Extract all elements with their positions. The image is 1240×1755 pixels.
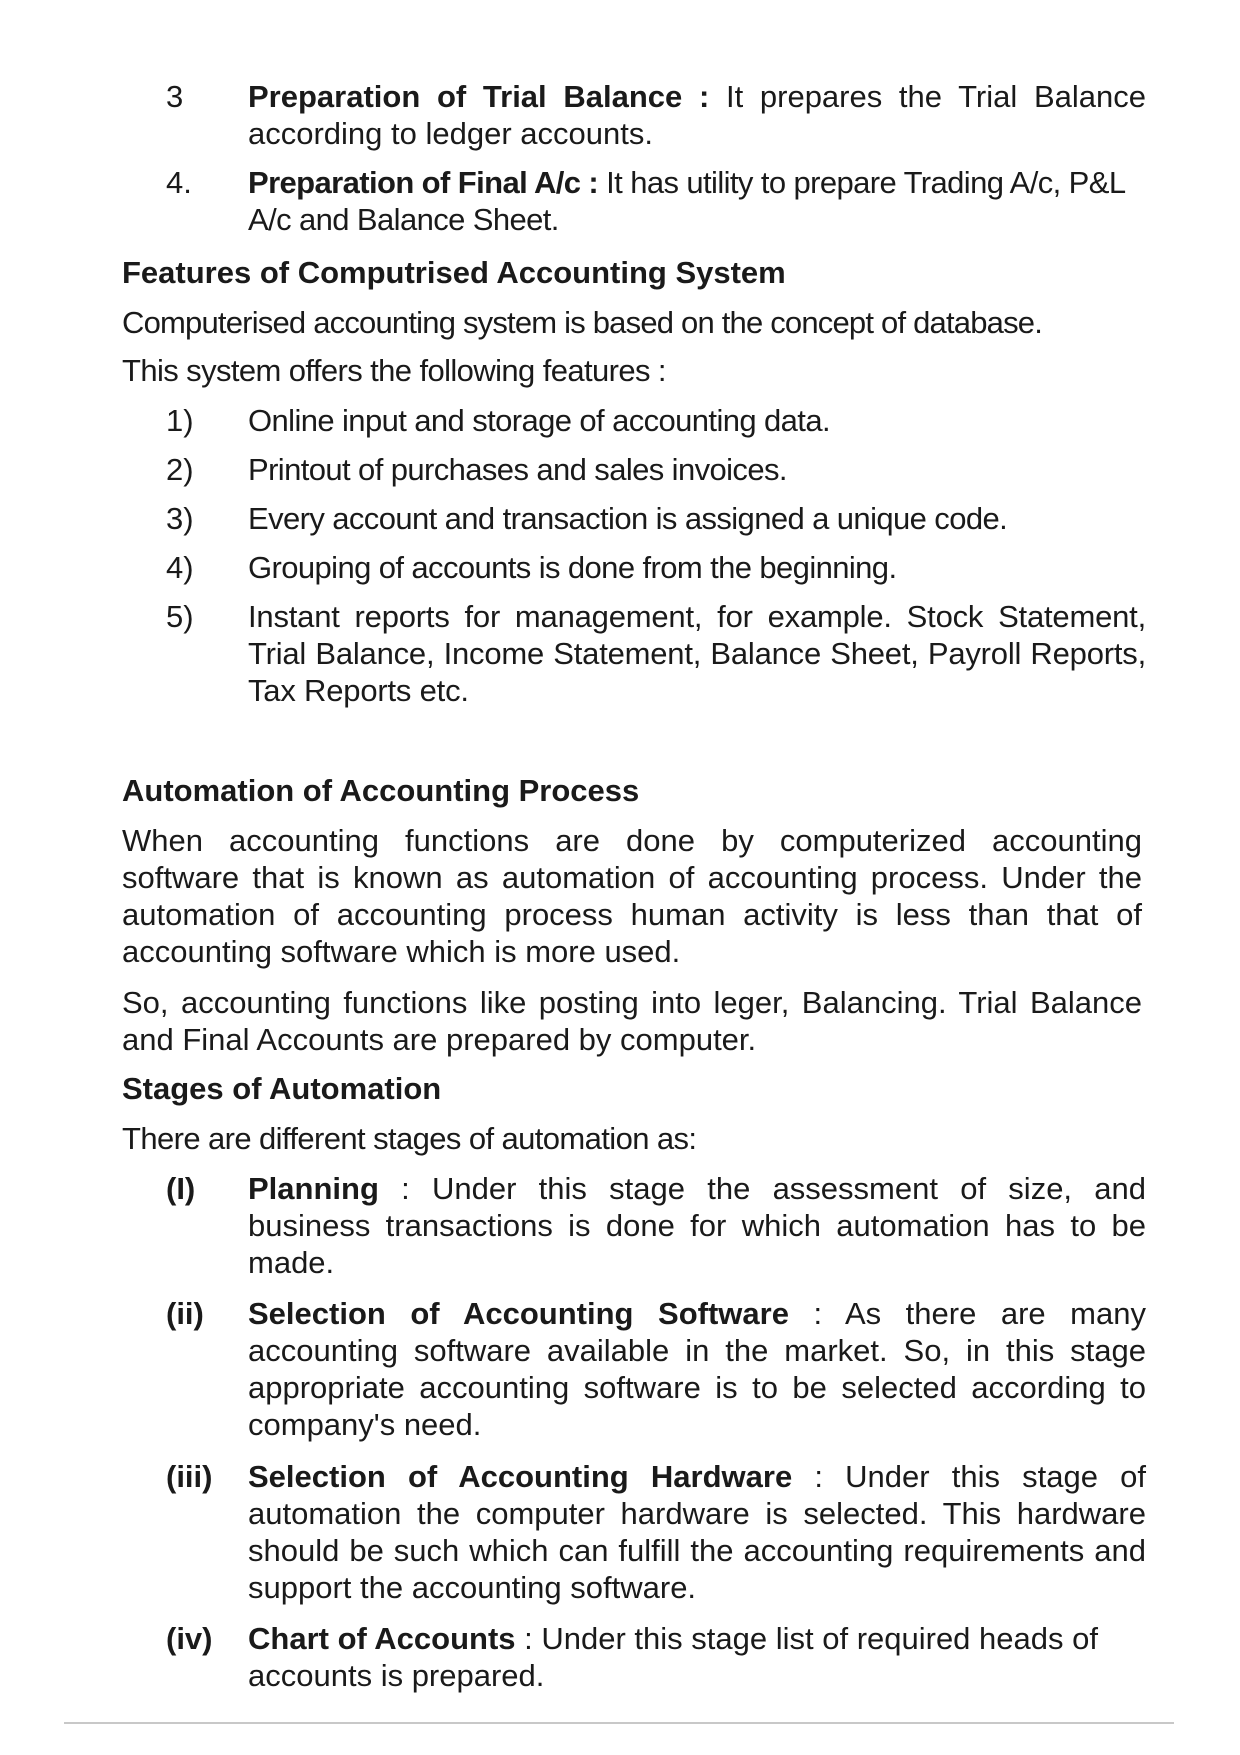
paragraph: When accounting functions are done by computerized accounting software that is known as automation of accounting process. Under the automation of accounting process human activity is less than that of accounting software which is more used.: [122, 823, 1142, 969]
list-item-title: Planning: [248, 1171, 379, 1206]
list-item: [166, 451, 1146, 491]
list-item-body: Selection of Accounting Hardware : Under this stage of automation the computer hardware is selected. This hardware should be such which can fulfill the accounting requirements and support the accounting software.: [248, 1459, 1147, 1605]
list-number: 4.: [166, 165, 192, 200]
list-item: [166, 549, 1146, 589]
paragraph: So, accounting functions like posting into leger, Balancing. Trial Balance and Final Accounts are prepared by computer.: [122, 985, 1142, 1057]
section-heading: Stages of Automation: [122, 1071, 442, 1106]
list-item-text: It has utility to prepare Trading A/c, P&L A/c and Balance Sheet.: [248, 165, 1125, 237]
list-item-text: Online input and storage of accounting data.: [248, 403, 830, 438]
list-number: (iii): [166, 1459, 213, 1494]
list-item-body: Chart of Accounts : Under this stage list of required heads of accounts is prepared.: [248, 1621, 1098, 1693]
list-item: [166, 1170, 1146, 1284]
paragraph: Computerised accounting system is based on the concept of database.: [122, 305, 1043, 340]
list-item-body: Planning : Under this stage the assessment of size, and business transactions is done for which automation has to be made.: [248, 1171, 1147, 1280]
list-item-text: Under this stage the assessment of size, and business transactions is done for which automation has to be made.: [248, 1171, 1147, 1280]
list-item-title: Chart of Accounts: [248, 1621, 516, 1656]
list-item: [166, 78, 1146, 154]
list-item: [166, 402, 1146, 442]
list-number: (I): [166, 1171, 196, 1206]
list-number: 4): [166, 550, 194, 585]
list-number: 2): [166, 452, 194, 487]
list-item-title: Selection of Accounting Software: [248, 1296, 789, 1331]
list-number: (iv): [166, 1621, 213, 1656]
paragraph: This system offers the following features :: [122, 353, 666, 388]
list-item-title: Selection of Accounting Hardware: [248, 1459, 793, 1494]
list-item: [166, 500, 1146, 540]
list-item-text: It prepares the Trial Balance according to ledger accounts.: [248, 79, 1146, 151]
list-item-body: Preparation of Final A/c : It has utility to prepare Trading A/c, P&L A/c and Balance Sheet.: [248, 165, 1125, 237]
list-item-text: As there are many accounting software available in the market. So, in this stage appropriate accounting software is to be selected according to company's need.: [248, 1296, 1146, 1442]
list-item-text: Under this stage list of required heads of accounts is prepared.: [248, 1621, 1098, 1693]
list-number: 3): [166, 501, 194, 536]
list-item-body: Selection of Accounting Software : As there are many accounting software available in the market. So, in this stage appropriate accounting software is to be selected according to company's need.: [248, 1296, 1146, 1442]
page-divider: [64, 1722, 1174, 1724]
list-item: [166, 1295, 1146, 1447]
paragraph: There are different stages of automation as:: [122, 1121, 697, 1156]
list-item-text: Grouping of accounts is done from the beginning.: [248, 550, 897, 585]
list-item-text: Under this stage of automation the computer hardware is selected. This hardware should be such which can fulfill the accounting requirements and support the accounting software.: [248, 1459, 1147, 1605]
list-item-text: Every account and transaction is assigned a unique code.: [248, 501, 1008, 536]
section-heading: Features of Computrised Accounting System: [122, 255, 786, 290]
list-number: (ii): [166, 1296, 204, 1331]
list-item: [166, 1620, 1146, 1700]
list-item: [166, 164, 1146, 240]
list-item-text: Instant reports for management, for example. Stock Statement, Trial Balance, Income Statement, Balance Sheet, Payroll Reports, Tax Reports etc.: [248, 599, 1146, 708]
list-item-body: Preparation of Trial Balance : It prepares the Trial Balance according to ledger accounts.: [248, 79, 1146, 151]
section-heading: Automation of Accounting Process: [122, 773, 640, 808]
list-item-title: Preparation of Final A/c: [248, 165, 581, 200]
list-item-title: Preparation of Trial Balance: [248, 79, 683, 114]
list-number: 3: [166, 79, 184, 114]
list-item-text: Printout of purchases and sales invoices.: [248, 452, 787, 487]
list-number: 1): [166, 403, 194, 438]
list-item: [166, 598, 1146, 712]
list-number: 5): [166, 599, 194, 634]
list-item: [166, 1458, 1146, 1610]
